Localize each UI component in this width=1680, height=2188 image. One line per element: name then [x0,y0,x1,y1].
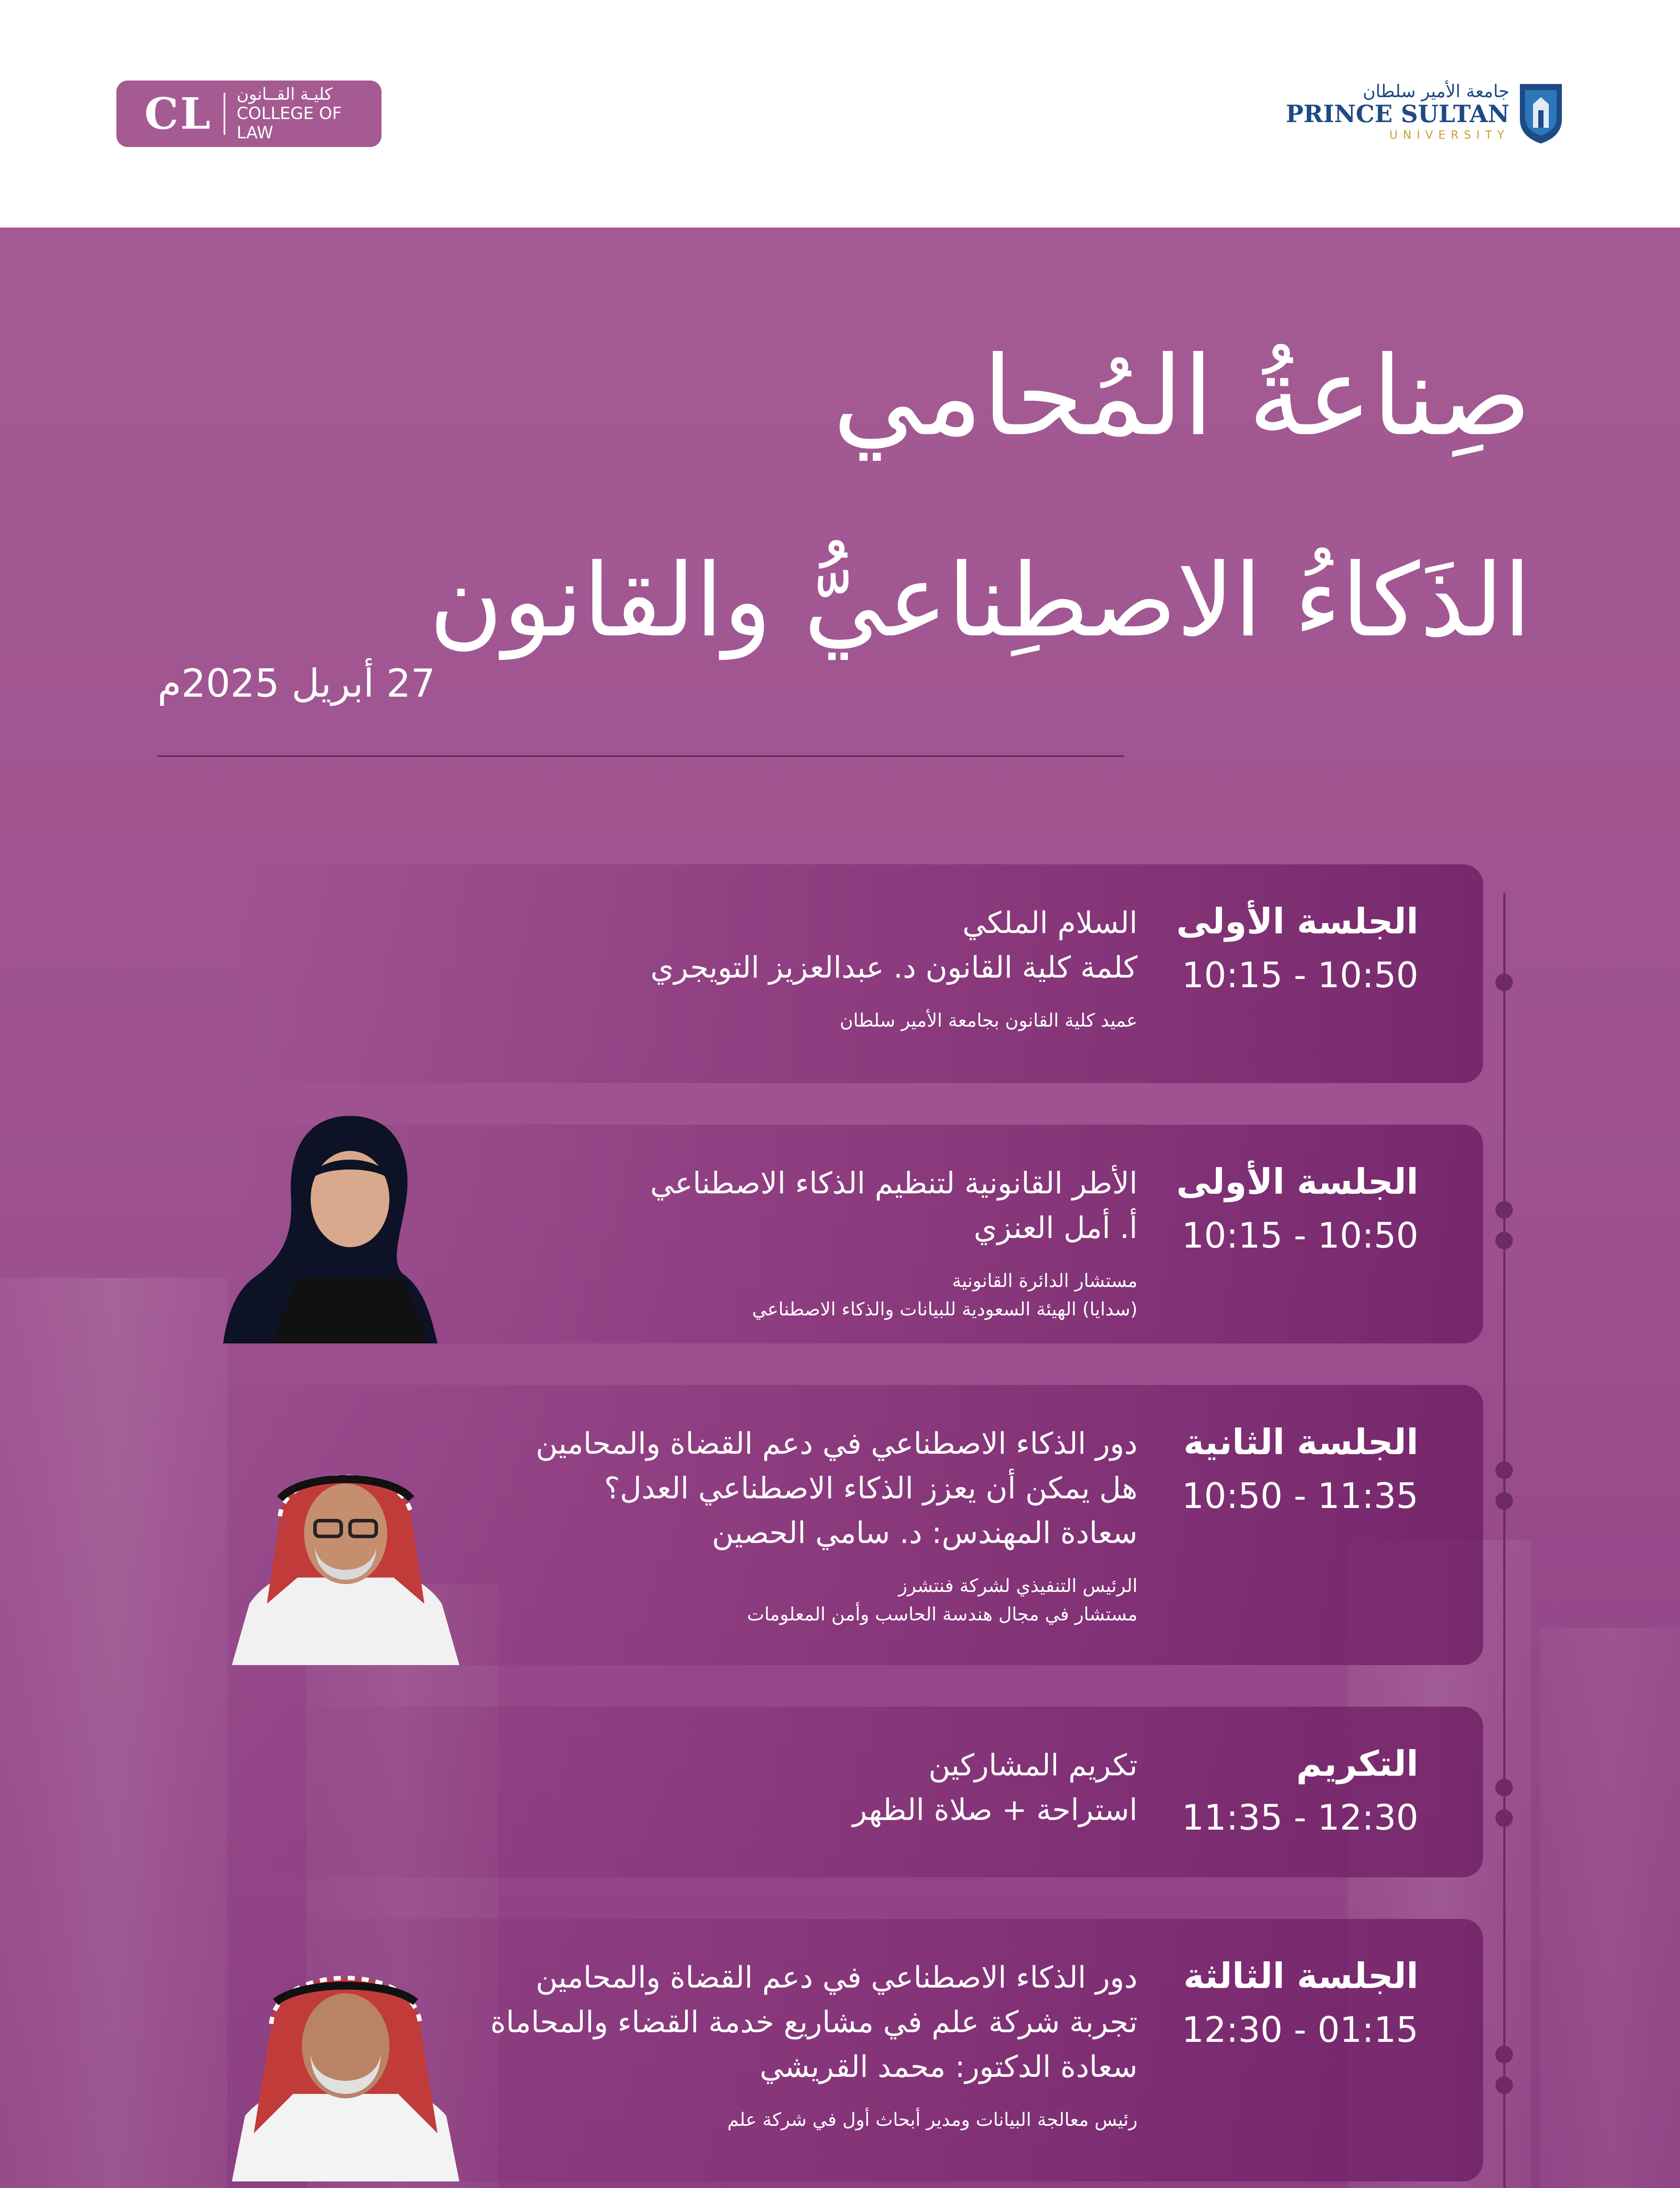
timeline-line [1503,893,1505,2188]
college-name-en: COLLEGE OF LAW [236,104,342,142]
header [0,0,1680,228]
speaker-title: مستشار في مجال هندسة الحاسب وأمن المعلومات [747,1603,1138,1625]
session-line: سعادة المهندس: د. سامي الحصين [712,1516,1138,1550]
session-time: 10:15 - 10:50 [1182,955,1418,996]
session-line: الأطر القانونية لتنظيم الذكاء الاصطناعي [650,1166,1138,1201]
speaker-title: (سدايا) الهيئة السعودية للبيانات والذكاء الاصطناعي [752,1298,1138,1320]
session-line: دور الذكاء الاصطناعي في دعم القضاة والمحامين [536,1427,1138,1461]
session-line: كلمة كلية القانون د. عبدالعزيز التويجري [650,950,1138,985]
speaker-photo [232,1446,459,1665]
speaker-photo [232,1950,459,2181]
college-logo-text [237,85,382,142]
session-block [1176,901,1418,996]
university-emblem-icon [1516,80,1566,145]
session-line: هل يمكن أن يعزز الذكاء الاصطناعي العدل؟ [604,1471,1138,1506]
session-time: 10:50 - 11:35 [1182,1476,1418,1516]
speaker-title: رئيس معالجة البيانات ومدير أبحاث أول في شركة علم [727,2109,1138,2130]
event-poster [0,228,1680,2188]
timeline-dot [1495,2046,1513,2063]
university-name-ar: جامعة الأمير سلطان [1362,81,1509,102]
schedule-item [232,1125,1483,1343]
timeline-dot [1495,1492,1513,1510]
university-name-en: PRINCE SULTAN [1285,100,1509,128]
timeline-dot [1495,2076,1513,2094]
event-date: 27 أبريل 2025م [158,661,435,706]
schedule-item [232,1385,1483,1665]
session-line: استراحة + صلاة الظهر [852,1793,1138,1827]
event-title-line-2: الذَكاءُ الاصطِناعيُّ والقانون [429,543,1531,659]
session-name: الجلسة الثالثة [1183,1956,1418,1996]
college-logo-separator [224,93,225,135]
session-name: التكريم [1296,1743,1418,1784]
college-logo-letters: CL [144,88,212,139]
schedule-item [232,1707,1483,1877]
timeline-dot [1495,1462,1513,1479]
session-time: 11:35 - 12:30 [1182,1797,1418,1838]
timeline-dot [1495,1809,1513,1827]
schedule-item [232,864,1483,1083]
timeline-dot [1495,1232,1513,1249]
prince-sultan-university-logo [1285,80,1566,150]
timeline-dot [1495,1201,1513,1219]
university-tagline: UNIVERSITY [1389,129,1509,142]
session-time: 12:30 - 01:15 [1182,2009,1418,2050]
college-of-law-logo [116,81,382,147]
session-block [1176,1161,1418,1256]
session-line: السلام الملكي [962,906,1138,940]
speaker-title: مستشار الدائرة القانونية [952,1270,1138,1291]
session-line: تجربة شركة علم في مشاريع خدمة القضاء والمحاماة [490,2005,1138,2040]
session-block [1182,1743,1418,1838]
session-name: الجلسة الثانية [1183,1422,1418,1462]
timeline-dot [1495,1779,1513,1796]
speaker-title: الرئيس التنفيذي لشركة فنتشرز [898,1575,1138,1596]
session-content [853,1743,1138,1833]
schedule-item [232,1919,1483,2181]
title-divider [158,755,1124,757]
session-line: سعادة الدكتور: محمد القريشي [760,2050,1138,2084]
session-name: الجلسة الأولى [1176,901,1418,942]
session-line: دور الذكاء الاصطناعي في دعم القضاة والمحامين [536,1960,1138,1995]
session-content [490,1956,1138,2134]
session-name: الجلسة الأولى [1176,1161,1418,1202]
speaker-photo [219,1112,481,1343]
event-title-line-1: صِناعةُ المُحامي [833,333,1531,460]
session-line: تكريم المشاركين [928,1748,1138,1783]
session-content [650,1161,1138,1323]
session-content [651,901,1138,1034]
session-content [536,1422,1138,1628]
session-block [1182,1422,1418,1516]
speaker-title: عميد كلية القانون بجامعة الأمير سلطان [840,1010,1138,1031]
session-line: أ. أمل العنزي [973,1211,1138,1245]
timeline-dot [1495,974,1513,991]
session-time: 10:15 - 10:50 [1182,1215,1418,1256]
college-name-ar: كليـة القــانون [236,84,332,104]
session-block [1182,1956,1418,2050]
